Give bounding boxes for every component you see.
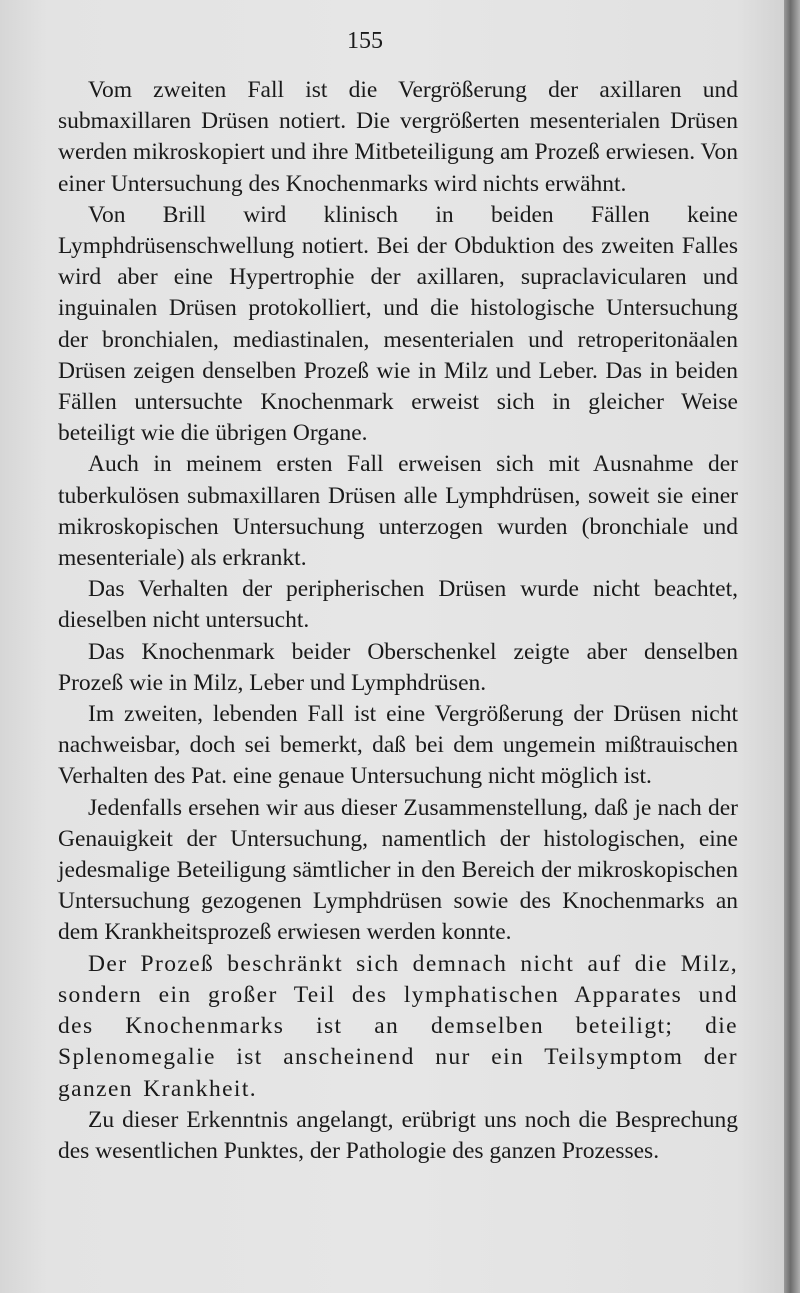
paragraph-6: Im zweiten, lebenden Fall ist eine Vergrößerung der Drüsen nicht nachweisbar, doch sei bemerkt, daß bei dem ungemein mißtrauischen Verhalten des Pat. eine genaue Untersuchung nicht möglich ist. bbox=[58, 701, 738, 790]
paragraph-9: Zu dieser Erkenntnis angelangt, erübrigt uns noch die Besprechung des wesentlichen Punktes, der Pathologie des ganzen Prozesses. bbox=[58, 1106, 738, 1164]
paragraph-3: Auch in meinem ersten Fall erweisen sich mit Ausnahme der tuberkulösen submaxillaren Drüsen alle Lymphdrüsen, soweit sie einer mikroskopischen Untersuchung unterzogen wurden (bronchiale und mesenteriale) als erkrankt. bbox=[58, 451, 738, 572]
paragraph-2: Von Brill wird klinisch in beiden Fällen keine Lymphdrüsenschwellung notiert. Bei der Obduktion des zweiten Falles wird aber eine Hypertrophie der axillaren, supraclavicularen und inguinalen Drüsen protokolliert, und die histologische Untersuchung der bronchialen, mediastinalen, mesenterialen und retroperitonäalen Drüsen zeigen denselben Prozeß wie in Milz und Leber. Das in beiden Fällen untersuchte Knochenmark erweist sich in gleicher Weise beteiligt wie die übrigen Organe. bbox=[58, 201, 738, 447]
paragraph-8-spaced: Der Prozeß beschränkt sich demnach nicht auf die Milz, sondern ein großer Teil des lymphatischen Apparates und des Knochenmarks ist an demselben beteiligt; die Splenomegalie ist anscheinend nur ein Teilsymptom der ganzen Krankheit. bbox=[58, 950, 738, 1102]
paragraph-5: Das Knochenmark beider Oberschenkel zeigte aber denselben Prozeß wie in Milz, Leber und Lymphdrüsen. bbox=[58, 638, 738, 696]
paragraph-1: Vom zweiten Fall ist die Vergrößerung der axillaren und submaxillaren Drüsen notiert. Die vergrößerten mesenterialen Drüsen werden mikroskopiert und ihre Mitbeteiligung am Prozeß erwiesen. Von einer Untersuchung des Knochenmarks wird nichts erwähnt. bbox=[58, 77, 738, 197]
paragraph-7: Jedenfalls ersehen wir aus dieser Zusammenstellung, daß je nach der Genauigkeit der Untersuchung, namentlich der histologischen, eine jedesmalige Beteiligung sämtlicher in den Bereich der mikroskopischen Untersuchung gezogenen Lymphdrüsen sowie des Knochenmarks an dem Krankheitsprozeß erwiesen werden konnte. bbox=[58, 794, 738, 946]
body-text bbox=[58, 75, 738, 1167]
page-number: 155 bbox=[347, 28, 383, 54]
page-edge bbox=[784, 0, 800, 1293]
paragraph-4: Das Verhalten der peripherischen Drüsen wurde nicht beachtet, dieselben nicht untersucht. bbox=[58, 576, 738, 634]
